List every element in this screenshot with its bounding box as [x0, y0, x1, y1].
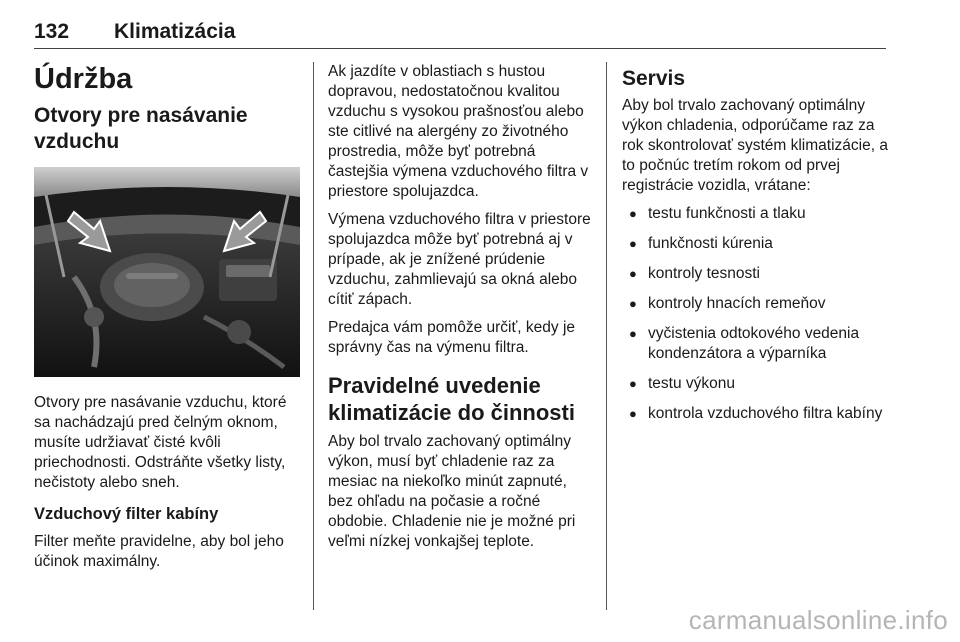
subsection-title-service: Servis [622, 67, 686, 90]
column-1 [34, 62, 300, 580]
column-divider-1 [313, 62, 314, 610]
dealer-paragraph: Predajca vám pomôže určiť, kedy je správny čas na výmenu filtra. [328, 319, 576, 356]
bullet-icon: ● [629, 266, 637, 281]
filter-replacement-paragraph: Výmena vzduchového filtra v priestore spolujazdca môže byť potrebná aj v prípade, ak je znížené prúdenie vzduchu, zahmlievajú sa okná alebo cítiť zápach. [328, 211, 591, 308]
service-checklist [622, 204, 890, 424]
cabin-filter-paragraph: Filter meňte pravidelne, aby bol jeho účinok maximálny. [34, 533, 284, 570]
bullet-icon: ● [629, 206, 637, 221]
list-item: ● kontrola vzduchového filtra kabíny [629, 405, 883, 422]
subsection-title-regular-operation: Pravidelné uvedenie klimatizácie do činnosti [328, 373, 575, 425]
column-3 [622, 62, 890, 434]
list-item: ● testu výkonu [629, 375, 736, 392]
list-item: ● kontroly tesnosti [629, 265, 760, 282]
section-title: Údržba [34, 63, 133, 95]
column-2 [328, 62, 596, 560]
subsection-title-cabin-filter: Vzduchový filter kabíny [34, 505, 219, 523]
page-header [34, 14, 886, 50]
watermark: carmanualsonline.info [688, 605, 948, 635]
bullet-icon: ● [629, 376, 637, 391]
column-divider-2 [606, 62, 607, 610]
list-item: ● vyčistenia odtokového vedenia kondenzátora a výparníka [629, 325, 860, 362]
bullet-icon: ● [629, 326, 637, 341]
regular-operation-paragraph: Aby bol trvalo zachovaný optimálny výkon, musí byť chladenie raz za mesiac na niekoľko minút zapnuté, bez ohľadu na počasie a ročné obdobie. Chladenie nie je možné pri veľmi nízkej vonkajšej teplote. [328, 433, 576, 550]
service-paragraph: Aby bol trvalo zachovaný optimálny výkon chladenia, odporúčame raz za rok skontrolovať systém klimatizácie, a to počnúc tretím rokom od prvej registrácie vozidla, vrátane: [622, 97, 888, 194]
chapter-title: Klimatizácia [114, 20, 236, 43]
list-item: ● testu funkčnosti a tlaku [629, 205, 806, 222]
subsection-title-air-intake: Otvory pre nasávanie vzduchu [34, 104, 248, 153]
bullet-icon: ● [629, 236, 637, 251]
list-item: ● kontroly hnacích remeňov [629, 295, 826, 312]
engine-bay-photo-icon [34, 167, 300, 377]
page-number: 132 [34, 20, 70, 43]
bullet-icon: ● [629, 296, 637, 311]
dense-traffic-paragraph: Ak jazdíte v oblastiach s hustou dopravou, nedostatočnou kvalitou vzduchu s vysokou prašnosťou alebo ste citlivé na alergény zo životného prostredia, môže byť potrebná častejšia výmena vzduchového filtra v priestore spolujazdca. [328, 63, 589, 200]
list-item: ● funkčnosti kúrenia [629, 235, 773, 252]
header-divider [34, 48, 886, 49]
air-intake-paragraph: Otvory pre nasávanie vzduchu, ktoré sa nachádzajú pred čelným oknom, musíte udržiavať čisté kvôli priechodnosti. Odstráňte všetky listy, nečistoty alebo sneh. [34, 394, 287, 491]
bullet-icon: ● [629, 406, 637, 421]
